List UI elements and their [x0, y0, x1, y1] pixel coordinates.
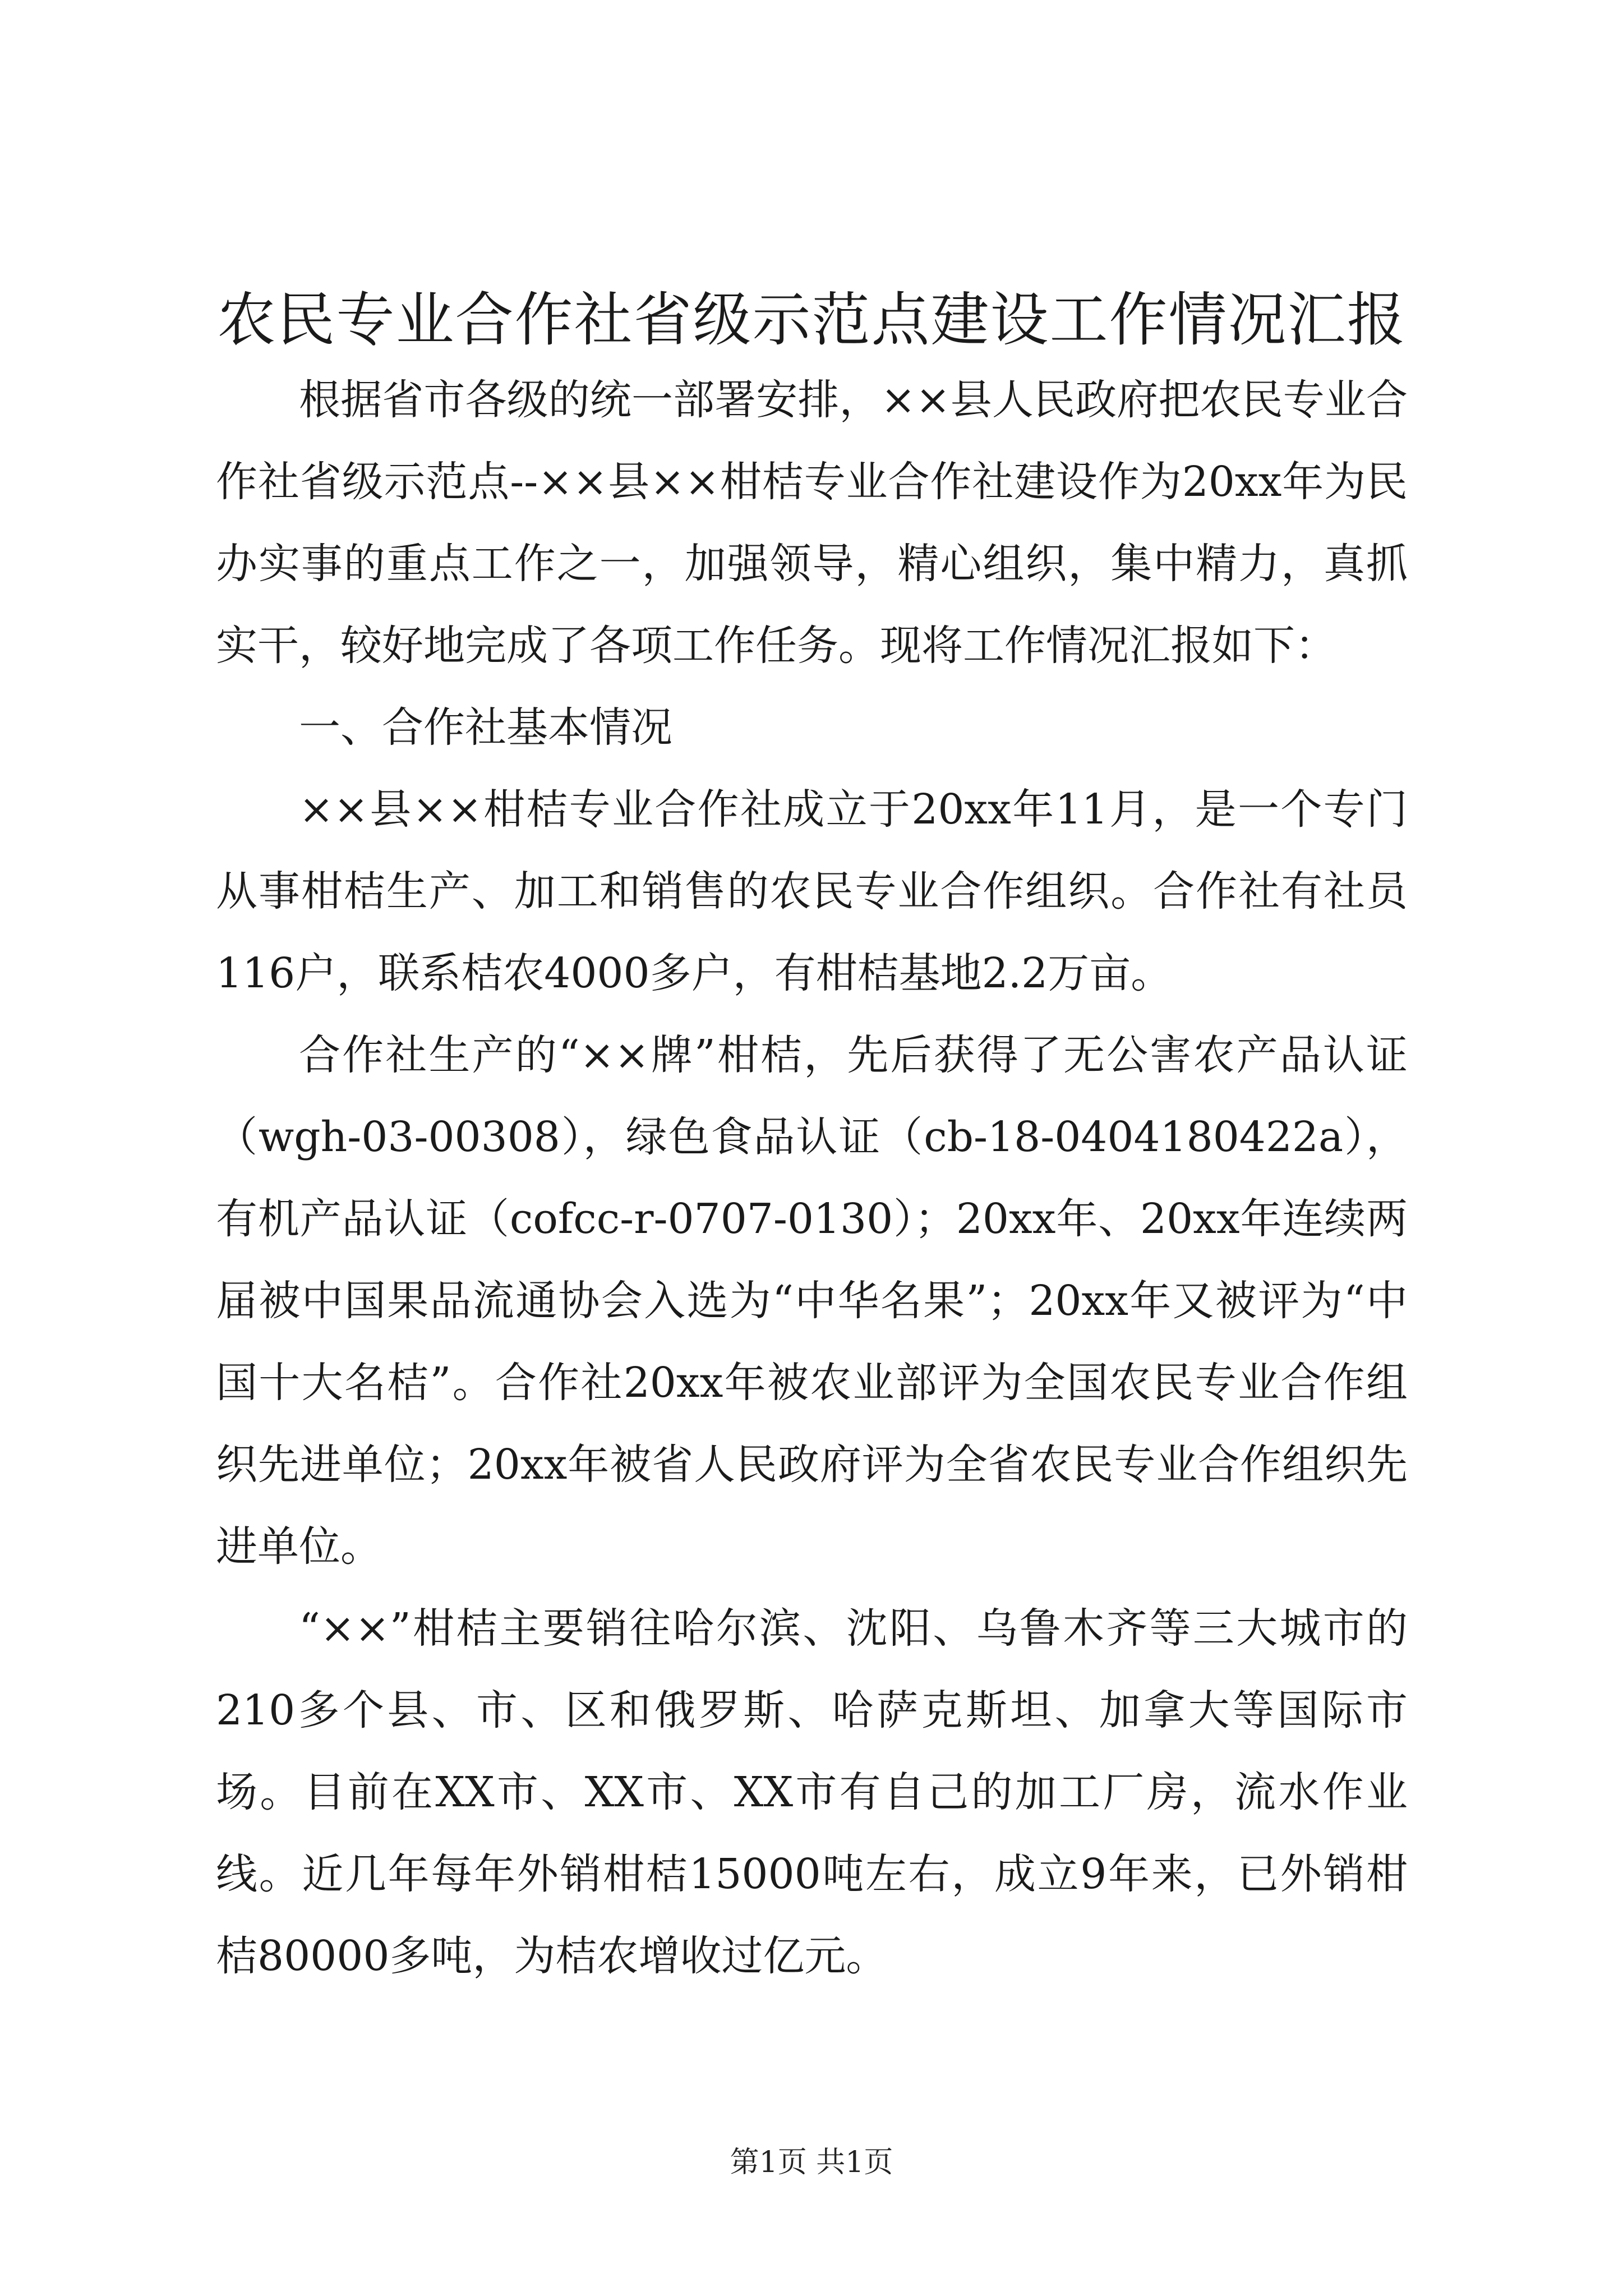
body-paragraph: “××”柑桔主要销往哈尔滨、沈阳、乌鲁木齐等三大城市的210多个县、市、区和俄罗斯、哈萨克斯坦、加拿大等国际市场。目前在XX市、XX市、XX市有自己的加工厂房，流水作业线。近几年每年外销柑桔15000吨左右，成立9年来，已外销柑桔80000多吨，为桔农增收过亿元。	[216, 1604, 1408, 1980]
document-page	[216, 280, 1408, 1997]
document-title: 农民专业合作社省级示范点建设工作情况汇报	[217, 286, 1407, 354]
body-paragraph: 合作社生产的“××牌”柑桔，先后获得了无公害农产品认证（wgh-03-00308），绿色食品认证（cb-18-0404180422a），有机产品认证（cofcc-r-0707-0130）；20xx年、20xx年连续两届被中国果品流通协会入选为“中华名果”；20xx年又被评为“中国十大名桔”。合作社20xx年被农业部评为全国农民专业合作组织先进单位；20xx年被省人民政府评为全省农民专业合作组织先进单位。	[216, 1031, 1408, 1571]
body-paragraph: ××县××柑桔专业合作社成立于20xx年11月，是一个专门从事柑桔生产、加工和销售的农民专业合作组织。合作社有社员116户，联系桔农4000多户，有柑桔基地2.2万亩。	[216, 785, 1408, 997]
section-heading: 一、合作社基本情况	[299, 703, 672, 752]
page-footer: 第1页 共1页	[730, 2146, 893, 2179]
intro-paragraph: 根据省市各级的统一部署安排，××县人民政府把农民专业合作社省级示范点--××县××柑桔专业合作社建设作为20xx年为民办实事的重点工作之一，加强领导，精心组织，集中精力，真抓实干，较好地完成了各项工作任务。现将工作情况汇报如下：	[216, 376, 1408, 670]
